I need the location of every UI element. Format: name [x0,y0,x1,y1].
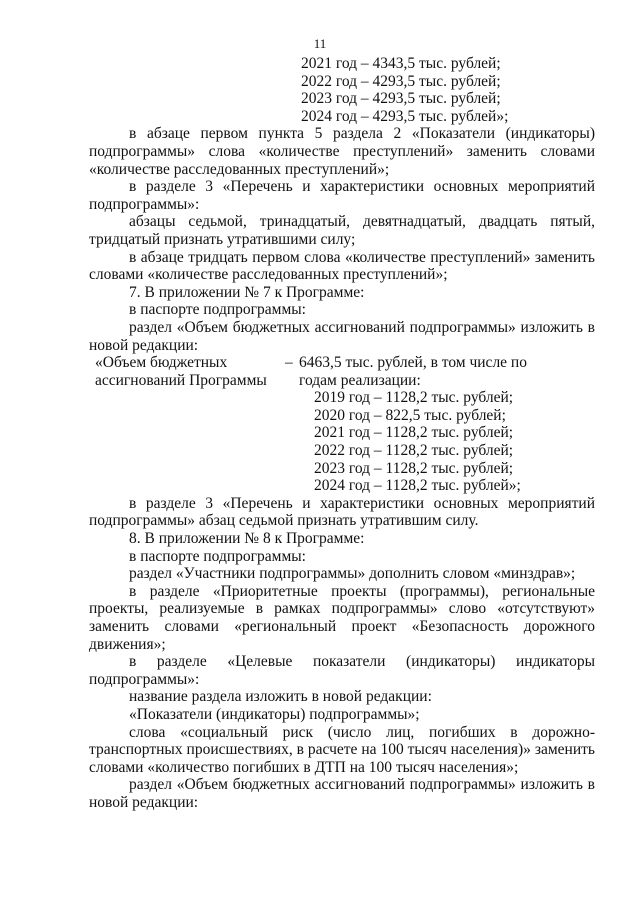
page-number: 11 [313,36,327,51]
paragraph: абзацы седьмой, тринадцатый, девятнадцатый, двадцать пятый, тридцатый признать утратившими силу; [89,213,595,248]
funding-year-line: 2019 год – 1128,2 тыс. рублей; [314,389,514,407]
funding-year-line: 2020 год – 822,5 тыс. рублей; [314,406,506,424]
paragraph: название раздела изложить в новой редакции: [129,688,432,706]
paragraph: «Показатели (индикаторы) подпрограммы»; [129,705,420,723]
funding-year-line: 2023 год – 4293,5 тыс. рублей; [301,90,501,108]
paragraph: раздел «Объем бюджетных ассигнований подпрограммы» изложить в новой редакции: [89,318,595,354]
funding-year-line: 2024 год – 1128,2 тыс. рублей»; [314,477,521,495]
paragraph: 7. В приложении № 7 к Программе: [129,283,365,301]
paragraph: в разделе «Целевые показатели (индикаторы) индикаторы подпрограммы»: [89,653,595,688]
funding-table [95,354,595,495]
funding-total-line: годам реализации: [299,371,421,389]
funding-year-line: 2023 год – 1128,2 тыс. рублей; [314,459,514,477]
paragraph: в разделе 3 «Перечень и характеристики основных мероприятий подпрограммы»: [89,178,595,213]
paragraph: в паспорте подпрограммы: [129,547,306,565]
paragraph: раздел «Объем бюджетных ассигнований подпрограммы» изложить в новой редакции: [89,776,595,811]
paragraph: в разделе 3 «Перечень и характеристики основных мероприятий подпрограммы» абзац седьмой признать утратившим силу. [89,494,595,530]
funding-year-line: 2024 год – 4293,5 тыс. рублей»; [301,107,509,125]
paragraph: в паспорте подпрограммы: [129,301,306,319]
funding-table-label-line: ассигнований Программы [95,371,267,389]
funding-table-label-line: «Объем бюджетных [95,354,228,372]
funding-years-list-top [89,55,595,125]
paragraph: в абзаце тридцать первом слова «количестве преступлений» заменить словами «количестве расследованных преступлений»; [89,248,595,284]
funding-year-line: 2022 год – 1128,2 тыс. рублей; [314,442,514,460]
paragraph: в абзаце первом пункта 5 раздела 2 «Показатели (индикаторы) подпрограммы» слова «количестве преступлений» заменить словами «количестве расследованных преступлений»; [89,125,595,178]
funding-table-dash: – [285,354,293,372]
paragraph: в разделе «Приоритетные проекты (программы), региональные проекты, реализуемые в рамках подпрограммы» слово «отсутствуют» заменить словами «региональный проект «Безопасность дорожного движения»; [89,582,595,653]
funding-year-line: 2022 год – 4293,5 тыс. рублей; [301,72,501,90]
funding-total-line: 6463,5 тыс. рублей, в том числе по [299,354,527,372]
funding-year-line: 2021 год – 4343,5 тыс. рублей; [301,55,501,72]
paragraph: раздел «Участники подпрограммы» дополнить словом «минздрав»; [129,565,576,583]
funding-table-label [95,354,285,495]
funding-year-line: 2021 год – 1128,2 тыс. рублей; [314,424,514,442]
paragraph: слова «социальный риск (число лиц, погибших в дорожно-транспортных происшествиях, в расчете на 100 тысяч населения)» заменить словами «количество погибших в ДТП на 100 тысяч населения»; [89,723,595,776]
paragraph: 8. В приложении № 8 к Программе: [129,530,365,548]
funding-table-values [299,354,595,495]
document-body [89,55,595,812]
